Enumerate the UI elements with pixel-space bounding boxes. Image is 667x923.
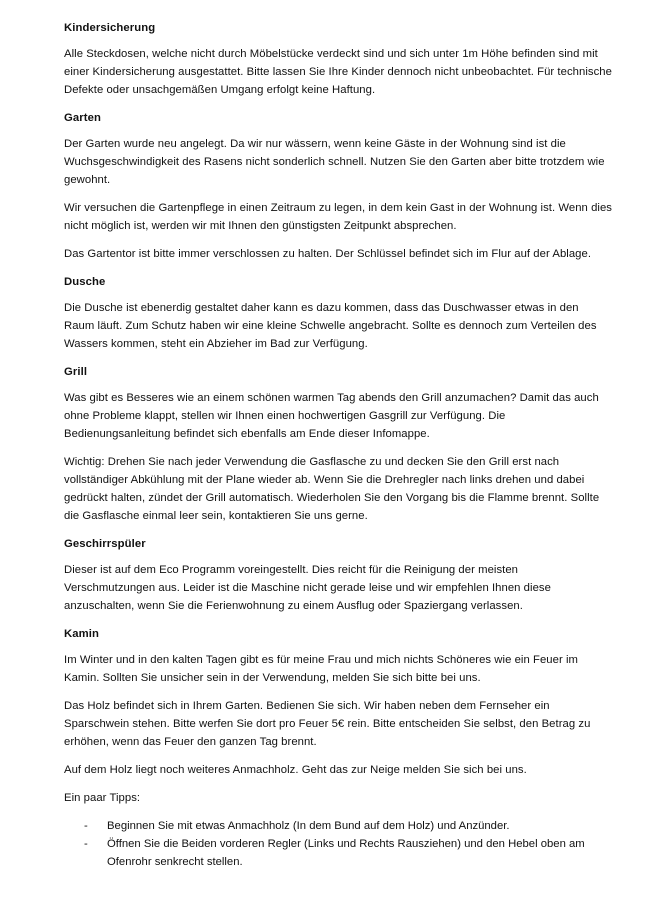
paragraph: Im Winter und in den kalten Tagen gibt es für meine Frau und mich nichts Schöneres wie ein Feuer im Kamin. Sollten Sie unsicher sein in der Verwendung, melden Sie sich bitte bei uns. bbox=[64, 654, 578, 684]
section-heading-grill: Grill bbox=[64, 366, 88, 378]
list-item bbox=[64, 835, 612, 871]
list-marker: - bbox=[84, 838, 88, 850]
document-page bbox=[64, 19, 612, 871]
list-marker: - bbox=[84, 820, 88, 832]
paragraph: Wichtig: Drehen Sie nach jeder Verwendung die Gasflasche zu und decken Sie den Grill erst nach vollständiger Abkühlung mit der Plane wieder ab. Wenn Sie die Drehregler nach links drehen und dabei gedrückt halten, zündet der Grill automatisch. Wiederholen Sie den Vorgang bis die Flamme brennt. Sollte die Gasflasche einmal leer sein, kontaktieren Sie uns gerne. bbox=[64, 456, 600, 522]
section-heading-geschirrspueler: Geschirrspüler bbox=[64, 538, 146, 550]
section-heading-dusche: Dusche bbox=[64, 276, 106, 288]
tips-list bbox=[64, 817, 612, 871]
paragraph: Wir versuchen die Gartenpflege in einen Zeitraum zu legen, in dem kein Gast in der Wohnung ist. Wenn dies nicht möglich ist, werden wir mit Ihnen den günstigsten Zeitpunkt absprechen. bbox=[64, 202, 612, 232]
section-heading-kamin: Kamin bbox=[64, 628, 100, 640]
paragraph: Alle Steckdosen, welche nicht durch Möbelstücke verdeckt sind und sich unter 1m Höhe befinden sind mit einer Kindersicherung ausgestattet. Bitte lassen Sie Ihre Kinder dennoch nicht unbeobachtet. Für technische Defekte oder unsachgemäßen Umgang erfolgt keine Haftung. bbox=[64, 48, 612, 96]
paragraph: Auf dem Holz liegt noch weiteres Anmachholz. Geht das zur Neige melden Sie sich bei uns. bbox=[64, 764, 527, 776]
paragraph: Das Holz befindet sich in Ihrem Garten. Bedienen Sie sich. Wir haben neben dem Fernseher ein Sparschwein stehen. Bitte werfen Sie dort pro Feuer 5€ rein. Bitte entscheiden Sie selbst, den Betrag zu erhöhen, wenn das Feuer den ganzen Tag brennt. bbox=[64, 700, 591, 748]
paragraph: Die Dusche ist ebenerdig gestaltet daher kann es dazu kommen, dass das Duschwasser etwas in den Raum läuft. Zum Schutz haben wir eine kleine Schwelle angebracht. Sollte es dennoch zum Verteilen des Wassers kommen, steht ein Abzieher im Bad zur Verfügung. bbox=[64, 302, 597, 350]
section-heading-garten: Garten bbox=[64, 112, 102, 124]
list-item bbox=[64, 817, 612, 835]
section-heading-kindersicherung: Kindersicherung bbox=[64, 22, 156, 34]
paragraph: Ein paar Tipps: bbox=[64, 792, 141, 804]
list-item-text: Beginnen Sie mit etwas Anmachholz (In dem Bund auf dem Holz) und Anzünder. bbox=[107, 820, 510, 832]
paragraph: Dieser ist auf dem Eco Programm voreingestellt. Dies reicht für die Reinigung der meisten Verschmutzungen aus. Leider ist die Maschine nicht gerade leise und wir empfehlen Ihnen diese anzuschalten, wenn Sie die Ferienwohnung zu einem Ausflug oder Spaziergang verlassen. bbox=[64, 564, 551, 612]
list-item-text: Öffnen Sie die Beiden vorderen Regler (Links und Rechts Rausziehen) und den Hebel oben am Ofenrohr senkrecht stellen. bbox=[107, 838, 585, 868]
paragraph: Das Gartentor ist bitte immer verschlossen zu halten. Der Schlüssel befindet sich im Flur auf der Ablage. bbox=[64, 248, 592, 260]
paragraph: Der Garten wurde neu angelegt. Da wir nur wässern, wenn keine Gäste in der Wohnung sind ist die Wuchsgeschwindigkeit des Rasens nicht sonderlich schnell. Nutzen Sie den Garten aber bitte trotzdem wie gewohnt. bbox=[64, 138, 605, 186]
paragraph: Was gibt es Besseres wie an einem schönen warmen Tag abends den Grill anzumachen? Damit das auch ohne Probleme klappt, stellen wir Ihnen einen hochwertigen Gasgrill zur Verfügung. Die Bedienungsanleitung befindet sich ebenfalls am Ende dieser Infomappe. bbox=[64, 392, 599, 440]
